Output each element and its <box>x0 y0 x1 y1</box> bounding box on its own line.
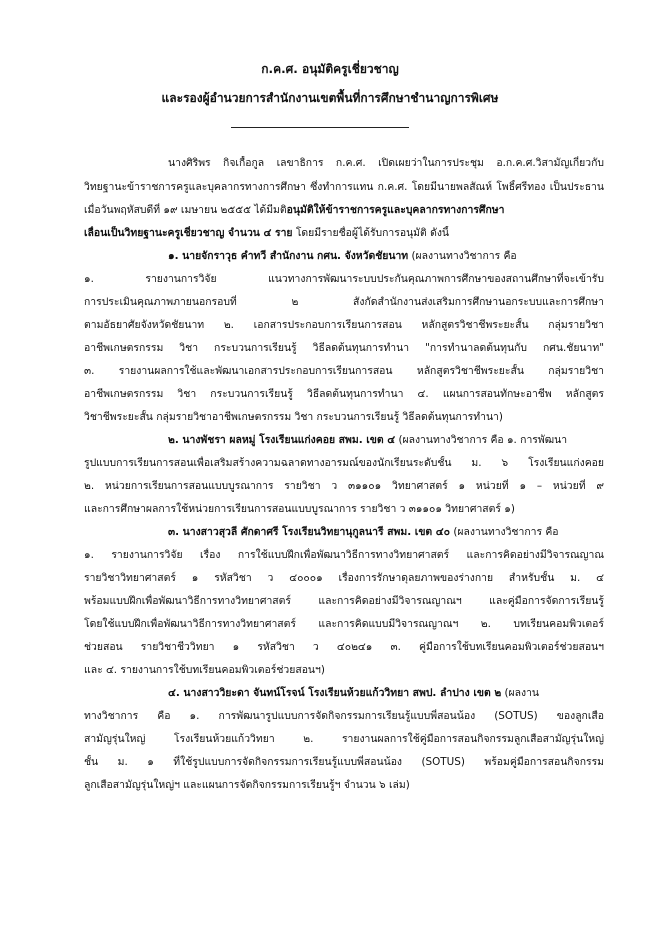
item-line: รูปแบบการเรียนการสอนเพื่อเสริมสร้างความฉลาดทางอารมณ์ของนักเรียนระดับชั้น ม. ๖ โรงเรียนแก่งคอย <box>84 457 604 469</box>
item-line: ชั้น ม. ๑ ที่ใช้รูปแบบการจัดกิจกรรมการเรียนรู้แบบพี่สอนน้อง (SOTUS) พร้อมคู่มือการสอนกิจกรรม <box>84 756 604 768</box>
intro-line: นางศิริพร กิจเกื้อกูล เลขาธิการ ก.ค.ศ. เปิดเผยว่าในการประชุม อ.ก.ค.ศ.วิสามัญเกี่ยวกับ <box>168 157 604 169</box>
item-heading: ๔. นางสาววิยะดา จันทน์โรจน์ โรงเรียนห้วยแก้ววิทยา สพป. ลำปาง เขต ๒ (ผลงาน <box>168 687 540 699</box>
item-line: อาชีพเกษตรกรรม วิชา กระบวนการเรียนรู้ วิธีลดต้นทุนการทำนา "การทำนาลดต้นทุนกับ กศน.ชัยนาท" <box>84 342 604 354</box>
item-line: ๑. รายงานการวิจัย แนวทางการพัฒนาระบบประกันคุณภาพการศึกษาของสถานศึกษาที่จะเข้ารับ <box>84 273 604 285</box>
intro-line: วิทยฐานะข้าราชการครูและบุคลากรทางการศึกษา ซึ่งทำการแทน ก.ค.ศ. โดยมีนายพลสัณห์ โพธิ์ศรีทอง เป็นประธาน <box>84 181 604 193</box>
item-line: ตามอัธยาศัยจังหวัดชัยนาท ๒. เอกสารประกอบการเรียนการสอน หลักสูตรวิชาชีพระยะสั้น กลุ่มรายวิชา <box>84 319 604 331</box>
title-line-1: ก.ค.ศ. อนุมัติครูเชี่ยวชาญ <box>261 62 399 76</box>
item-heading: ๓. นางสาวสุวลี ศักดาศรี โรงเรียนวิทยานุกูลนารี สพม. เขต ๔๐ (ผลงานทางวิชาการ คือ <box>168 526 559 538</box>
item-line: ลูกเสือสามัญรุ่นใหญ่ฯ และแผนการจัดกิจกรรมการเรียนรู้ฯ จำนวน ๖ เล่ม) <box>84 779 410 791</box>
item-line: สามัญรุ่นใหญ่ โรงเรียนห้วยแก้ววิทยา ๒. รายงานผลการใช้คู่มือการสอนกิจกรรมลูกเสือสามัญรุ่นใหญ่ <box>84 733 604 745</box>
title-divider <box>231 127 409 128</box>
item-line: ทางวิชาการ คือ ๑. การพัฒนารูปแบบการจัดกิจกรรมการเรียนรู้แบบพี่สอนน้อง (SOTUS) ของลูกเสือ <box>84 710 604 722</box>
item-heading: ๑. นายจักราวุธ คำทวี สำนักงาน กศน. จังหวัดชัยนาท (ผลงานทางวิชาการ คือ <box>168 250 517 262</box>
item-line: วิชาชีพระยะสั้น กลุ่มรายวิชาอาชีพเกษตรกรรม วิชา กระบวนการเรียนรู้ วิธีลดต้นทุนการทำนา) <box>84 411 503 423</box>
item-line: รายวิชาวิทยาศาสตร์ ๑ รหัสวิชา ว ๔๐๐๐๑ เรื่องการรักษาดุลยภาพของร่างกาย สำหรับชั้น ม. ๔ <box>84 572 604 584</box>
intro-line: เมื่อวันพฤหัสบดีที่ ๑๙ เมษายน ๒๕๕๕ ได้มีมติอนุมัติให้ข้าราชการครูและบุคลากรทางการศึกษา <box>84 204 505 216</box>
item-line: ๓. รายงานผลการใช้และพัฒนาเอกสารประกอบการเรียนการสอน หลักสูตรวิชาชีพระยะสั้น กลุ่มรายวิชา <box>84 365 604 377</box>
item-heading: ๒. นางพัชรา ผลหมู่ โรงเรียนแก่งคอย สพม. เขต ๔ (ผลงานทางวิชาการ คือ ๑. การพัฒนา <box>168 434 568 446</box>
item-line: ๑. รายงานการวิจัย เรื่อง การใช้แบบฝึกเพื่อพัฒนาวิธีการทางวิทยาศาสตร์ และการคิดอย่างมีวิจารณญาณ <box>84 549 604 561</box>
item-line: การประเมินคุณภาพภายนอกรอบที่ ๒ สังกัดสำนักงานส่งเสริมการศึกษานอกระบบและการศึกษา <box>84 296 604 308</box>
item-line: อาชีพเกษตรกรรม วิชา กระบวนการเรียนรู้ วิธีลดต้นทุนการทำนา ๔. แผนการสอนทักษะอาชีพ หลักสูตร <box>84 388 604 400</box>
item-line: พร้อมแบบฝึกเพื่อพัฒนาวิธีการทางวิทยาศาสตร์ และการคิดอย่างมีวิจารณญาณฯ และคู่มือการจัดการเรียนรู้ <box>84 595 604 607</box>
item-line: ๒. หน่วยการเรียนการสอนแบบบูรณาการ รายวิชา ว ๓๑๑๐๑ วิทยาศาสตร์ ๑ หน่วยที่ ๑ – หน่วยที่ ๙ <box>84 480 604 492</box>
item-line: และ ๔. รายงานการใช้บทเรียนคอมพิวเตอร์ช่วยสอนฯ) <box>84 664 325 676</box>
intro-line: เลื่อนเป็นวิทยฐานะครูเชี่ยวชาญ จำนวน ๔ ราย โดยมีรายชื่อผู้ได้รับการอนุมัติ ดังนี้ <box>84 227 450 239</box>
item-line: โดยใช้แบบฝึกเพื่อพัฒนาวิธีการทางวิทยาศาสตร์ และการคิดแบบมีวิจารณญาณฯ ๒. บทเรียนคอมพิวเตอร์ <box>84 618 604 630</box>
item-line: ช่วยสอน รายวิชาชีววิทยา ๑ รหัสวิชา ว ๔๐๒๔๑ ๓. คู่มือการใช้บทเรียนคอมพิวเตอร์ช่วยสอนฯ <box>84 641 604 653</box>
item-line: และการศึกษาผลการใช้หน่วยการเรียนการสอนแบบบูรณาการ รายวิชา ว ๓๑๑๐๑ วิทยาศาสตร์ ๑) <box>84 503 515 515</box>
title-line-2: และรองผู้อำนวยการสำนักงานเขตพื้นที่การศึกษาชำนาญการพิเศษ <box>161 91 499 105</box>
